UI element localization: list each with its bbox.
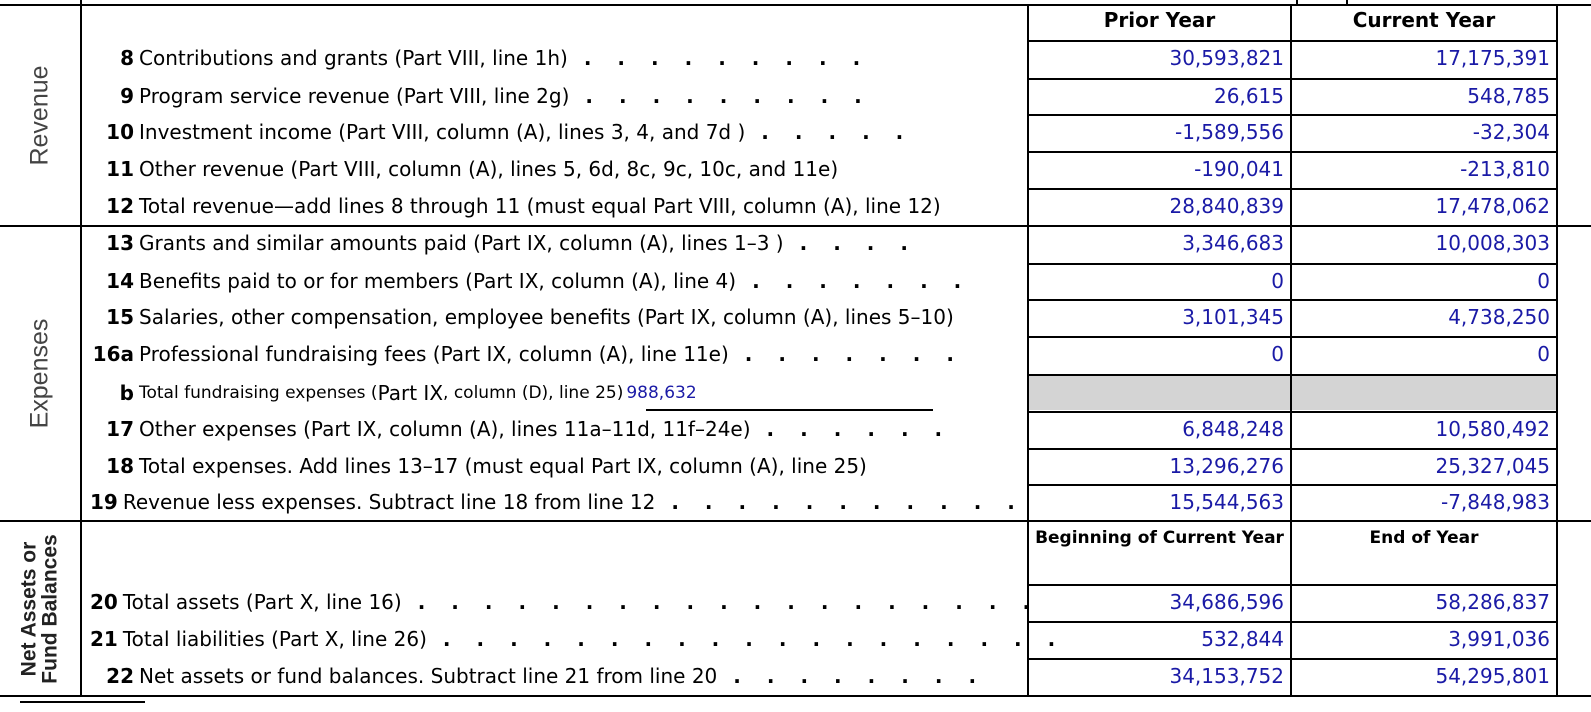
line-17-row xyxy=(90,411,1026,447)
value-gridline xyxy=(1027,263,1557,265)
line-14-current-value: 0 xyxy=(1537,269,1550,293)
line-13-number: 13 xyxy=(106,231,134,255)
line-21-current-value: 3,991,036 xyxy=(1448,627,1550,651)
line-22-label: Net assets or fund balances. Subtract line 21 from line 20 xyxy=(139,664,718,688)
value-gridline xyxy=(1027,484,1557,486)
line-20-number: 20 xyxy=(90,590,118,614)
current-col-right-border xyxy=(1556,4,1558,697)
line-8-leader-dots: ......... xyxy=(583,46,887,70)
line-22-row xyxy=(90,658,1026,694)
line-10-row xyxy=(90,114,1026,150)
value-gridline xyxy=(1027,188,1557,190)
line-9-number: 9 xyxy=(120,84,134,108)
line-16a-label: Professional fundraising fees (Part IX, column (A), line 11e) xyxy=(139,342,729,366)
value-gridline xyxy=(1027,448,1557,450)
line-11-current-value: -213,810 xyxy=(1460,157,1550,181)
line-22-leader-dots: ........ xyxy=(733,664,1003,688)
line-18-number: 18 xyxy=(106,454,134,478)
line-14-row xyxy=(90,263,1026,299)
line-14-label: Benefits paid to or for members (Part IX, column (A), line 4) xyxy=(139,269,737,293)
line-9-prior-value: 26,615 xyxy=(1214,84,1284,108)
value-gridline xyxy=(1027,584,1557,586)
header-prior-year: Prior Year xyxy=(1103,8,1216,32)
section-divider xyxy=(80,0,82,697)
line-14-prior-value: 0 xyxy=(1271,269,1284,293)
line-9-leader-dots: ......... xyxy=(585,84,888,108)
line-18-label: Total expenses. Add lines 13–17 (must equal Part IX, column (A), line 25) xyxy=(139,454,867,478)
line-13-label: Grants and similar amounts paid (Part IX, column (A), lines 1–3 ) xyxy=(139,231,784,255)
value-gridline xyxy=(1027,658,1557,660)
line-22-current-value: 54,295,801 xyxy=(1435,664,1550,688)
line-18-row xyxy=(90,448,1026,484)
line-17-number: 17 xyxy=(106,417,134,441)
line-11-prior-value: -190,041 xyxy=(1194,157,1284,181)
line-16a-prior-value: 0 xyxy=(1271,342,1284,366)
line-20-prior-value: 34,686,596 xyxy=(1169,590,1284,614)
header-beginning-current-year: Beginning of Current Year xyxy=(1035,528,1284,548)
line-17-current-value: 10,580,492 xyxy=(1435,417,1550,441)
line-16b-value: 988,632 xyxy=(626,383,697,403)
value-gridline xyxy=(1027,299,1557,301)
value-gridline xyxy=(1027,621,1557,623)
line-19-prior-value: 15,544,563 xyxy=(1169,490,1284,514)
expenses-net-separator xyxy=(0,520,1591,522)
line-16a-leader-dots: ....... xyxy=(744,342,980,366)
line-8-current-value: 17,175,391 xyxy=(1435,46,1550,70)
line-20-label: Total assets (Part X, line 16) xyxy=(122,590,402,614)
line16b-current-shaded xyxy=(1292,376,1556,410)
line-12-prior-value: 28,840,839 xyxy=(1169,194,1284,218)
line-10-leader-dots: ..... xyxy=(761,120,930,144)
line-9-row xyxy=(90,78,1026,114)
value-gridline xyxy=(1027,78,1557,80)
line-21-prior-value: 532,844 xyxy=(1201,627,1284,651)
top-tick-2 xyxy=(1346,0,1348,5)
line-12-label: Total revenue—add lines 8 through 11 (must equal Part VIII, column (A), line 12) xyxy=(139,194,941,218)
line-16b-label-part: Part IX xyxy=(377,381,444,405)
line-16b-underline xyxy=(646,409,933,411)
line-16b-label-pre: Total fundraising expenses ( xyxy=(139,383,378,403)
line-20-row xyxy=(90,584,1057,620)
line-12-current-value: 17,478,062 xyxy=(1435,194,1550,218)
line-16b-row xyxy=(90,375,1026,411)
line-15-number: 15 xyxy=(106,305,134,329)
line-14-number: 14 xyxy=(106,269,134,293)
line-16b-number: b xyxy=(119,381,134,405)
line-16b-label-post: , column (D), line 25) xyxy=(443,383,624,403)
line-14-leader-dots: ....... xyxy=(752,269,988,293)
line-19-label: Revenue less expenses. Subtract line 18 from line 12 xyxy=(122,490,656,514)
line-19-current-value: -7,848,983 xyxy=(1440,490,1550,514)
line-22-prior-value: 34,153,752 xyxy=(1169,664,1284,688)
line-17-label: Other expenses (Part IX, column (A), lines 11a–11d, 11f–24e) xyxy=(139,417,751,441)
line-10-prior-value: -1,589,556 xyxy=(1174,120,1284,144)
line-21-leader-dots: ................... xyxy=(442,627,1082,651)
line-22-number: 22 xyxy=(106,664,134,688)
line-9-label: Program service revenue (Part VIII, line 2g) xyxy=(139,84,570,108)
line-11-row xyxy=(90,151,1026,187)
line-17-leader-dots: ...... xyxy=(766,417,969,441)
line-20-leader-dots: ................... xyxy=(417,590,1057,614)
line-18-prior-value: 13,296,276 xyxy=(1169,454,1284,478)
line-11-label: Other revenue (Part VIII, column (A), lines 5, 6d, 8c, 9c, 10c, and 11e) xyxy=(139,157,839,181)
line-19-leader-dots: ........... xyxy=(671,490,1041,514)
section-label-expenses: Expenses xyxy=(25,318,54,429)
line-8-label: Contributions and grants (Part VIII, line 1h) xyxy=(139,46,568,70)
line-13-row xyxy=(90,225,1026,261)
line-16a-number: 16a xyxy=(92,342,134,366)
value-gridline xyxy=(1027,114,1557,116)
value-gridline xyxy=(1027,151,1557,153)
line-13-current-value: 10,008,303 xyxy=(1435,231,1550,255)
line-8-row xyxy=(90,40,1026,76)
line-8-prior-value: 30,593,821 xyxy=(1169,46,1284,70)
section-label-net-assets: Net Assets or Fund Balances xyxy=(18,533,62,684)
bottom-mark xyxy=(20,701,145,703)
line-12-row xyxy=(90,188,1026,224)
value-gridline xyxy=(1027,40,1557,42)
line-10-current-value: -32,304 xyxy=(1472,120,1550,144)
section-label-revenue: Revenue xyxy=(25,64,54,166)
line-16a-current-value: 0 xyxy=(1537,342,1550,366)
line-21-row xyxy=(90,621,1082,657)
line-11-number: 11 xyxy=(106,157,134,181)
line-19-row xyxy=(90,484,1041,520)
value-gridline xyxy=(1027,411,1557,413)
line-10-number: 10 xyxy=(106,120,134,144)
line-21-number: 21 xyxy=(90,627,118,651)
line-18-current-value: 25,327,045 xyxy=(1435,454,1550,478)
header-current-year: Current Year xyxy=(1352,8,1496,32)
line-12-number: 12 xyxy=(106,194,134,218)
top-tick xyxy=(1296,0,1298,5)
line-21-label: Total liabilities (Part X, line 26) xyxy=(122,627,427,651)
line-15-current-value: 4,738,250 xyxy=(1448,305,1550,329)
value-gridline xyxy=(1027,336,1557,338)
line-13-leader-dots: .... xyxy=(799,231,934,255)
line-15-row xyxy=(90,299,1026,335)
line-16a-row xyxy=(90,336,1026,372)
line-9-current-value: 548,785 xyxy=(1467,84,1550,108)
line16b-prior-shaded xyxy=(1029,376,1290,410)
line-17-prior-value: 6,848,248 xyxy=(1182,417,1284,441)
top-border xyxy=(0,4,1591,6)
line-19-number: 19 xyxy=(90,490,118,514)
line-10-label: Investment income (Part VIII, column (A), lines 3, 4, and 7d ) xyxy=(139,120,746,144)
value-gridline xyxy=(1027,374,1557,376)
line-8-number: 8 xyxy=(120,46,134,70)
line-15-label: Salaries, other compensation, employee benefits (Part IX, column (A), lines 5–10) xyxy=(139,305,954,329)
line-13-prior-value: 3,346,683 xyxy=(1182,231,1284,255)
line-20-current-value: 58,286,837 xyxy=(1435,590,1550,614)
line-15-prior-value: 3,101,345 xyxy=(1182,305,1284,329)
header-end-of-year: End of Year xyxy=(1369,528,1479,548)
bottom-border xyxy=(0,695,1591,697)
